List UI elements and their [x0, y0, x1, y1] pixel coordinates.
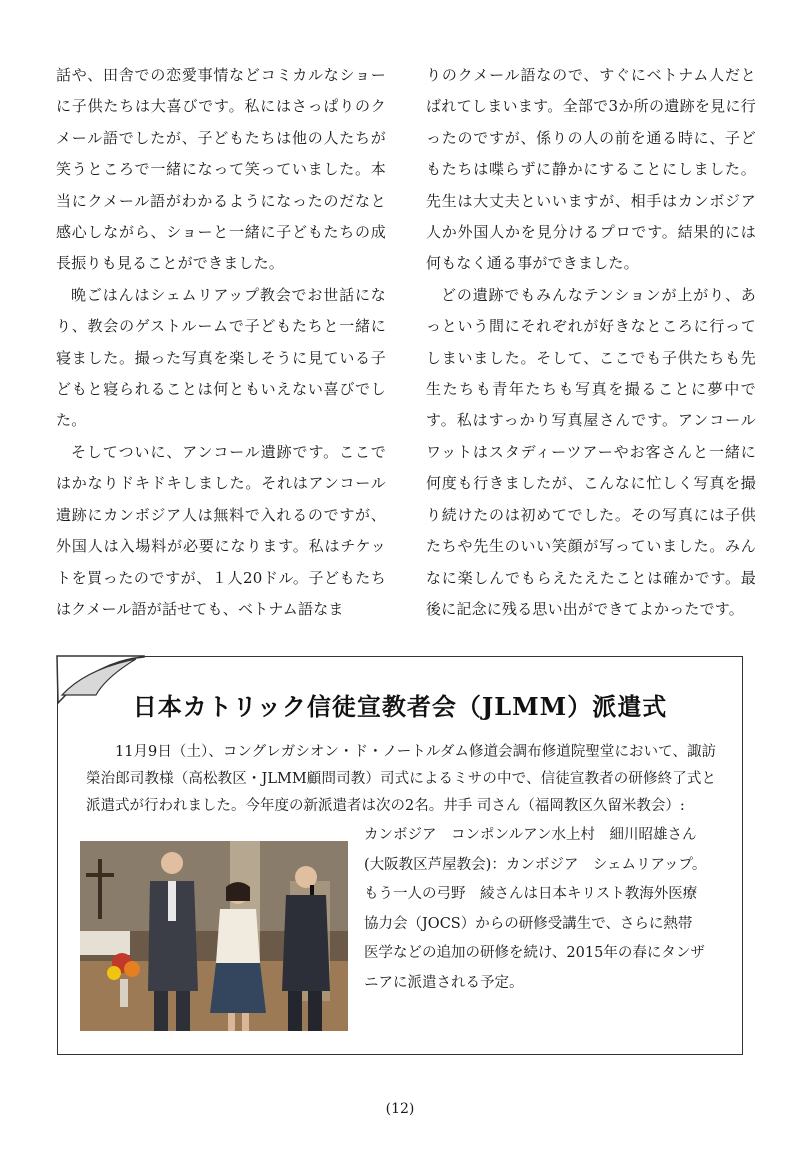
paragraph: 晩ごはんはシェムリアップ教会でお世話になり、教会のゲストルームで子どもたちと一緒に寝ました。撮った写真を楽しそうに見ている子どもと寝られることは何ともいえない喜びでした。 — [56, 285, 386, 430]
left-column — [56, 60, 386, 630]
notice-box — [57, 656, 743, 1055]
paragraph: どの遺跡でもみんなテンションが上がり、あっという間にそれぞれが好きなところに行ってしまいました。そして、ここでも子供たちも先生たちも青年たちも写真を撮ることに夢中です。私はすっかり写真屋さんです。アンコールワットはスタディーツアーやお客さんと一緒に何度も行きましたが、こんなに忙しく写真を撮り続けたのは初めてでした。その写真には子供たちや先生のいい笑顔が写っていました。みんなに楽しんでもらえたえたことは確かです。最後に記念に残る思い出ができてよかったです。 — [426, 285, 756, 618]
notice-body-text: 11月9日（土）、コングレガシオン・ド・ノートルダム修道会調布修道院聖堂において、諏訪榮治郎司教様（高松教区・JLMM顧問司教）司式によるミサの中で、信徒宣教者の研修終了式と派遣式が行われました。今年度の新派遣者は次の2名。井手 司さん（福岡教区久留米教会）: — [86, 744, 716, 814]
paragraph: 話や、田舎での恋愛事情などコミカルなショーに子供たちは大喜びです。私にはさっぱりのクメール語でしたが、子どもたちは他の人たちが笑うところで一緒になって笑っていました。本当にクメール語がわかるようになったのだなと感心しながら、ショーと一緒に子どもたちの成長振りも見ることができました。 — [56, 66, 386, 273]
side-line: ニアに派遣される予定。 — [364, 974, 524, 991]
side-line: (大阪教区芦屋教会)：カンボジア シェムリアップ。 — [364, 856, 707, 873]
right-column — [426, 60, 756, 630]
notice-side-text — [364, 821, 730, 998]
paragraph: そしてついに、アンコール遺跡です。ここではかなりドキドキしました。それはアンコール遺跡にカンボジア人は無料で入れるのですが、外国人は入場料が必要になります。私はチケットを買ったのですが、１人20ドル。子どもたちはクメール語が話せても、ベトナム語なま — [56, 442, 386, 618]
notice-body — [86, 739, 716, 820]
paragraph: りのクメール語なので、すぐにベトナム人だとばれてしまいます。全部で3か所の遺跡を見に行ったのですが、係りの人の前を通る時に、子どもたちは喋らずに静かにすることにしました。先生は大丈夫といいますが、相手はカンボジア人か外国人かを見分けるプロです。結果的には何もなく通る事ができました。 — [426, 66, 756, 273]
notice-title: 日本カトリック信徒宣教者会（JLMM）派遣式 — [132, 692, 668, 721]
side-line: もう一人の弓野 綾さんは日本キリスト教海外医療 — [364, 886, 698, 902]
side-line: カンボジア コンポンルアン水上村 細川昭雄さん — [364, 827, 697, 843]
side-line: 協力会（JOCS）からの研修受講生で、さらに熱帯 — [364, 915, 693, 932]
group-photo — [80, 841, 348, 1031]
page-curl-icon — [56, 655, 146, 705]
page-number: (12) — [385, 1101, 415, 1117]
article-columns — [56, 60, 756, 630]
side-line: 医学などの追加の研修を続け、2015年の春にタンザ — [364, 945, 705, 961]
